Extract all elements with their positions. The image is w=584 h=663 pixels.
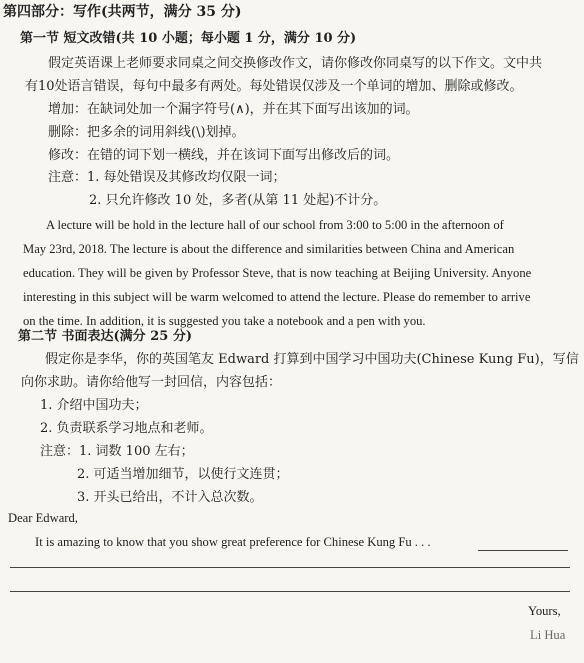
part4-title: 第四部分：写作(共两节，满分 35 分) xyxy=(3,4,242,20)
rule-add: 增加：在缺词处加一个漏字符号(∧)，并在其下面写出该加的词。 xyxy=(48,102,419,117)
letter-opening: It is amazing to know that you show great preference for Chinese Kung Fu . . . xyxy=(35,535,431,549)
section2-item-2: 2. 负责联系学习地点和老师。 xyxy=(40,421,213,436)
section2-item-1: 1. 介绍中国功夫； xyxy=(40,398,148,413)
letter-closing: Yours, xyxy=(528,604,561,618)
answer-line xyxy=(10,591,570,592)
section1-intro-line2: 有10处语言错误，每句中最多有两处。每处错误仅涉及一个单词的增加、删除或修改。 xyxy=(25,79,523,94)
passage-line: May 23rd, 2018. The lecture is about the difference and similarities between China and American xyxy=(23,242,515,256)
answer-line xyxy=(478,550,568,551)
section2-intro-line2: 向你求助。请你给他写一封回信，内容包括： xyxy=(21,375,282,390)
section1-header: 第一节 短文改错(共 10 小题；每小题 1 分，满分 10 分) xyxy=(20,31,357,46)
passage-line: A lecture will be hold in the lecture hall of our school from 3:00 to 5:00 in the afternoon of xyxy=(46,218,504,232)
rule-delete: 删除：把多余的词用斜线(\)划掉。 xyxy=(48,125,245,140)
section1-intro-line1: 假定英语课上老师要求同桌之间交换修改作文，请你修改你同桌写的以下作文。文中共 xyxy=(48,56,543,71)
answer-line xyxy=(10,567,570,568)
section1-note-2: 2. 只允许修改 10 处，多者(从第 11 处起)不计分。 xyxy=(89,193,387,208)
section2-intro-line1: 假定你是李华，你的英国笔友 Edward 打算到中国学习中国功夫(Chinese Kung Fu)，写信 xyxy=(45,352,579,367)
section2-note-3: 3. 开头已给出，不计入总次数。 xyxy=(77,490,263,505)
section1-note-1: 注意：1. 每处错误及其修改均仅限一词； xyxy=(48,170,286,185)
section2-header: 第二节 书面表达(满分 25 分) xyxy=(18,329,192,344)
letter-greeting: Dear Edward, xyxy=(8,511,78,525)
section2-note-2: 2. 可适当增加细节，以使行文连贯； xyxy=(77,467,289,482)
passage-line: on the time. In addition, it is suggested you take a notebook and a pen with you. xyxy=(23,314,426,328)
letter-signature: Li Hua xyxy=(530,628,566,642)
rule-modify: 修改：在错的词下划一横线，并在该词下面写出修改后的词。 xyxy=(48,148,400,163)
passage-line: education. They will be given by Professor Steve, that is now teaching at Beijing University. Anyone xyxy=(23,266,532,280)
section2-note-1: 注意：1. 词数 100 左右； xyxy=(40,444,194,459)
passage-line: interesting in this subject will be warm welcomed to attend the lecture. Please do remember to arrive xyxy=(23,290,531,304)
